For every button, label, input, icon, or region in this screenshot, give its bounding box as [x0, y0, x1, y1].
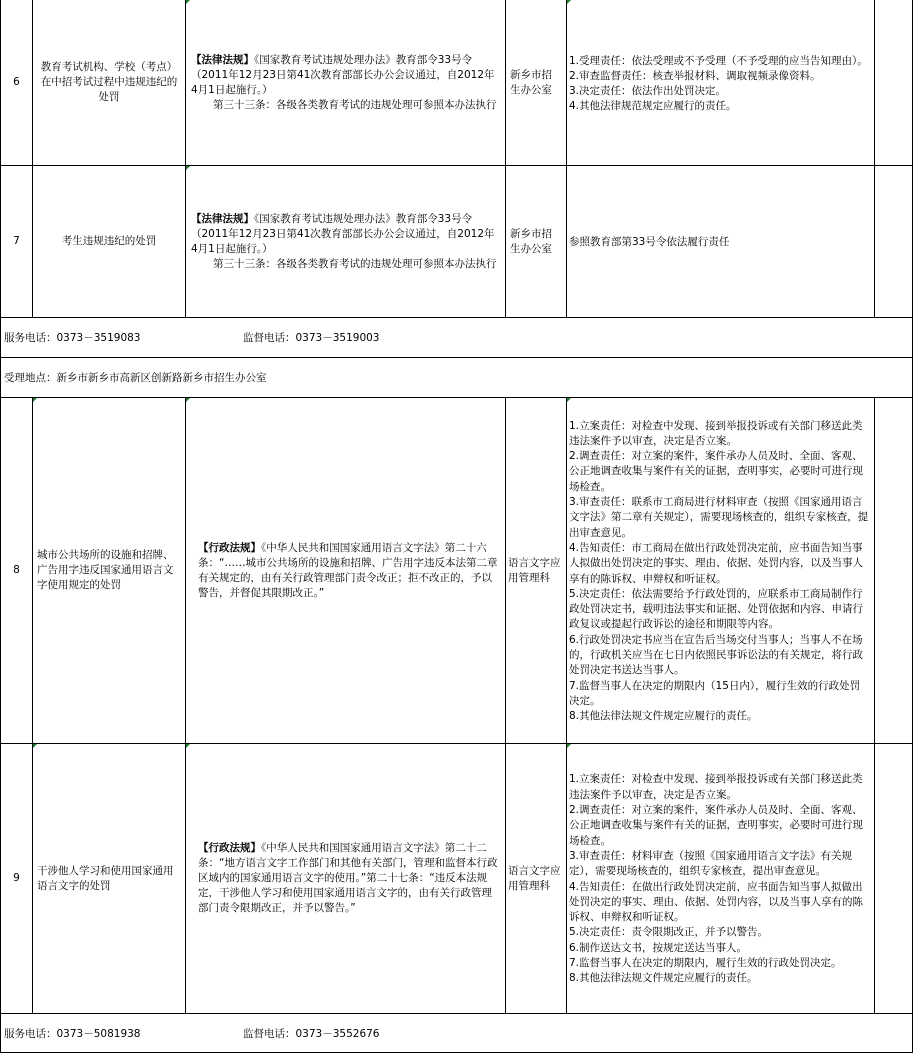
duty-item: 1.受理责任：依法受理或不予受理（不予受理的应当告知理由）。 [569, 54, 868, 67]
law-clause: 第三十三条：各级各类教育考试的违规处理可参照本办法执行 [213, 98, 497, 111]
duty-item: 1.立案责任：对检查中发现、接到举报投诉或有关部门移送此类违法案件予以审查，决定是否立案。 [569, 773, 863, 801]
duty-item: 5.决定责任：责令限期改正，并予以警告。 [569, 926, 769, 939]
law-cell[interactable] [185, 398, 505, 743]
dept-name: 语言文字应用管理科 [508, 556, 561, 584]
law-cell[interactable] [185, 744, 505, 1013]
comment-marker-icon [33, 744, 37, 748]
duty-item: 7.监督当事人在决定的期限内（15日内），履行生效的行政处罚决定。 [569, 679, 861, 707]
duty-item: 6.制作送达文书，按规定送达当事人。 [569, 941, 748, 954]
row-number: 6 [13, 76, 20, 88]
law-tag: 【法律法规】 [191, 53, 254, 66]
comment-marker-icon [186, 166, 190, 170]
duty-item: 8.其他法律法规文件规定应履行的责任。 [569, 710, 758, 723]
duty-cell[interactable] [566, 0, 874, 165]
dept-cell[interactable] [505, 744, 566, 1013]
dept-name: 语言文字应用管理科 [508, 864, 561, 892]
duty-item: 3.决定责任：依法作出处罚决定。 [569, 84, 727, 97]
address-row[interactable] [0, 357, 912, 397]
duty-item: 6.行政处罚决定书应当在宣告后当场交付当事人；当事人不在场的，行政机关应当在七日内依照民事诉讼法的有关规定，将行政处罚决定书送达当事人。 [569, 633, 863, 677]
table-row [0, 0, 912, 165]
law-clause: 第三十三条：各级各类教育考试的违规处理可参照本办法执行 [213, 257, 497, 270]
item-cell[interactable] [32, 166, 185, 317]
duty-item: 4.告知责任：市工商局在做出行政处罚决定前，应书面告知当事人拟做出处罚决定的事实、理由、依据、处罚内容，以及当事人享有的陈诉权、申辩权和听证权。 [569, 541, 863, 585]
law-tag: 【法律法规】 [191, 212, 254, 225]
duty-item: 3.审查责任：联系市工商局进行材料审查（按照《国家通用语言文字法》第二章有关规定），需要现场核查的，组织专家核查，提出审查意见。 [569, 496, 869, 539]
duty-item: 2.调查责任：对立案的案件，案件承办人员及时、全面、客观、公正地调查收集与案件有关的证据，查明事实，必要时可进行现场检查。 [569, 804, 863, 847]
duty-cell[interactable] [566, 166, 874, 317]
item-name: 干涉他人学习和使用国家通用语言文字的处罚 [37, 864, 174, 892]
item-name: 教育考试机构、学校（考点）在中招考试过程中违规违纪的处罚 [40, 61, 178, 103]
blank-cell[interactable] [874, 744, 912, 1013]
table-row [0, 165, 912, 317]
contact-row[interactable] [0, 317, 912, 357]
comment-marker-icon [186, 398, 190, 402]
row-number: 8 [13, 564, 20, 576]
law-text: 《国家教育考试违规处理办法》教育部令33号令（2011年12月23日第41次教育部部长办公会议通过，自2012年4月1日起施行。） [191, 212, 495, 255]
duty-item: 4.告知责任：在做出行政处罚决定前，应书面告知当事人拟做出处罚决定的事实、理由、依据、处罚内容，以及当事人享有的陈诉权、申辩权和听证权。 [569, 880, 863, 924]
duty-item: 8.其他法律法规文件规定应履行的责任。 [569, 972, 758, 985]
dept-cell[interactable] [505, 398, 566, 743]
row-number-cell[interactable] [0, 0, 32, 165]
table-row [0, 743, 912, 1013]
item-cell[interactable] [32, 398, 185, 743]
blank-cell[interactable] [874, 398, 912, 743]
blank-cell[interactable] [874, 0, 912, 165]
law-tag: 【行政法规】 [198, 842, 261, 854]
comment-marker-icon [567, 0, 571, 4]
comment-marker-icon [186, 0, 190, 4]
dept-name: 新乡市招生办公室 [510, 68, 552, 96]
blank-cell[interactable] [874, 166, 912, 317]
row-number: 9 [13, 872, 20, 884]
law-tag: 【行政法规】 [198, 541, 261, 554]
contact-row[interactable] [0, 1013, 912, 1052]
law-text: 《国家教育考试违规处理办法》教育部令33号令（2011年12月23日第41次教育部部长办公会议通过，自2012年4月1日起施行。） [191, 53, 495, 96]
row-number-cell[interactable] [0, 398, 32, 743]
service-phone: 服务电话：0373－3519083 [4, 332, 141, 344]
supervise-phone: 监督电话：0373－3552676 [243, 1027, 380, 1040]
duty-cell[interactable] [566, 744, 874, 1013]
duty-item: 2.审查监督责任：核查举报材料、调取视频录像资料。 [569, 69, 821, 82]
duty-item: 3.审查责任：材料审查（按照《国家通用语言文字法》有关规定），需要现场核查的，组织专家核查，提出审查意见。 [569, 849, 853, 878]
item-cell[interactable] [32, 0, 185, 165]
dept-name: 新乡市招生办公室 [510, 227, 552, 255]
comment-marker-icon [567, 398, 571, 402]
comment-marker-icon [567, 744, 571, 748]
law-text: 《中华人民共和国国家通用语言文字法》第二十六条：“……城市公共场所的设施和招牌、广告用字违反本法第二章有关规定的，由有关行政管理部门责令改正；拒不改正的，予以警告，并督促其限期改正。” [198, 541, 498, 599]
item-name: 城市公共场所的设施和招牌、广告用字违反国家通用语言文字使用规定的处罚 [37, 549, 174, 591]
duty-cell[interactable] [566, 398, 874, 743]
duty-item: 1.立案责任：对检查中发现、接到举报投诉或有关部门移送此类违法案件予以审查，决定是否立案。 [569, 419, 863, 447]
law-text: 《中华人民共和国国家通用语言文字法》第二十二条：“地方语言文字工作部门和其他有关部门，管理和监督本行政区域内的国家通用语言文字的使用。”第二十七条：“违反本法规定，干涉他人学习和使用国家通用语言文字的，由有关行政管理部门责令限期改正，并予以警告。” [198, 842, 498, 914]
duty-item: 4.其他法律规范规定应履行的责任。 [569, 99, 737, 112]
row-number-cell[interactable] [0, 744, 32, 1013]
law-cell[interactable] [185, 166, 505, 317]
supervise-phone: 监督电话：0373－3519003 [243, 332, 380, 344]
dept-cell[interactable] [505, 0, 566, 165]
comment-marker-icon [33, 398, 37, 402]
duty-item: 5.决定责任：依法需要给予行政处罚的，应联系市工商局制作行政处罚决定书，载明违法事实和证据、处罚依据和内容、申请行政复议或提起行政诉讼的途径和期限等内容。 [569, 587, 863, 631]
acceptance-address: 受理地点：新乡市新乡市高新区创新路新乡市招生办公室 [4, 372, 267, 384]
service-phone: 服务电话：0373－5081938 [4, 1027, 141, 1040]
table-row [0, 397, 912, 743]
row-number: 7 [13, 235, 20, 247]
dept-cell[interactable] [505, 166, 566, 317]
duty-item: 2.调查责任：对立案的案件，案件承办人员及时、全面、客观、公正地调查收集与案件有关的证据，查明事实，必要时可进行现场检查。 [569, 450, 863, 493]
duty-item: 参照教育部第33号令依法履行责任 [569, 236, 730, 248]
law-cell[interactable] [185, 0, 505, 165]
row-number-cell[interactable] [0, 166, 32, 317]
item-cell[interactable] [32, 744, 185, 1013]
item-name: 考生违规违纪的处罚 [61, 235, 157, 247]
comment-marker-icon [186, 744, 190, 748]
duty-item: 7.监督当事人在决定的期限内，履行生效的行政处罚决定。 [569, 956, 842, 969]
